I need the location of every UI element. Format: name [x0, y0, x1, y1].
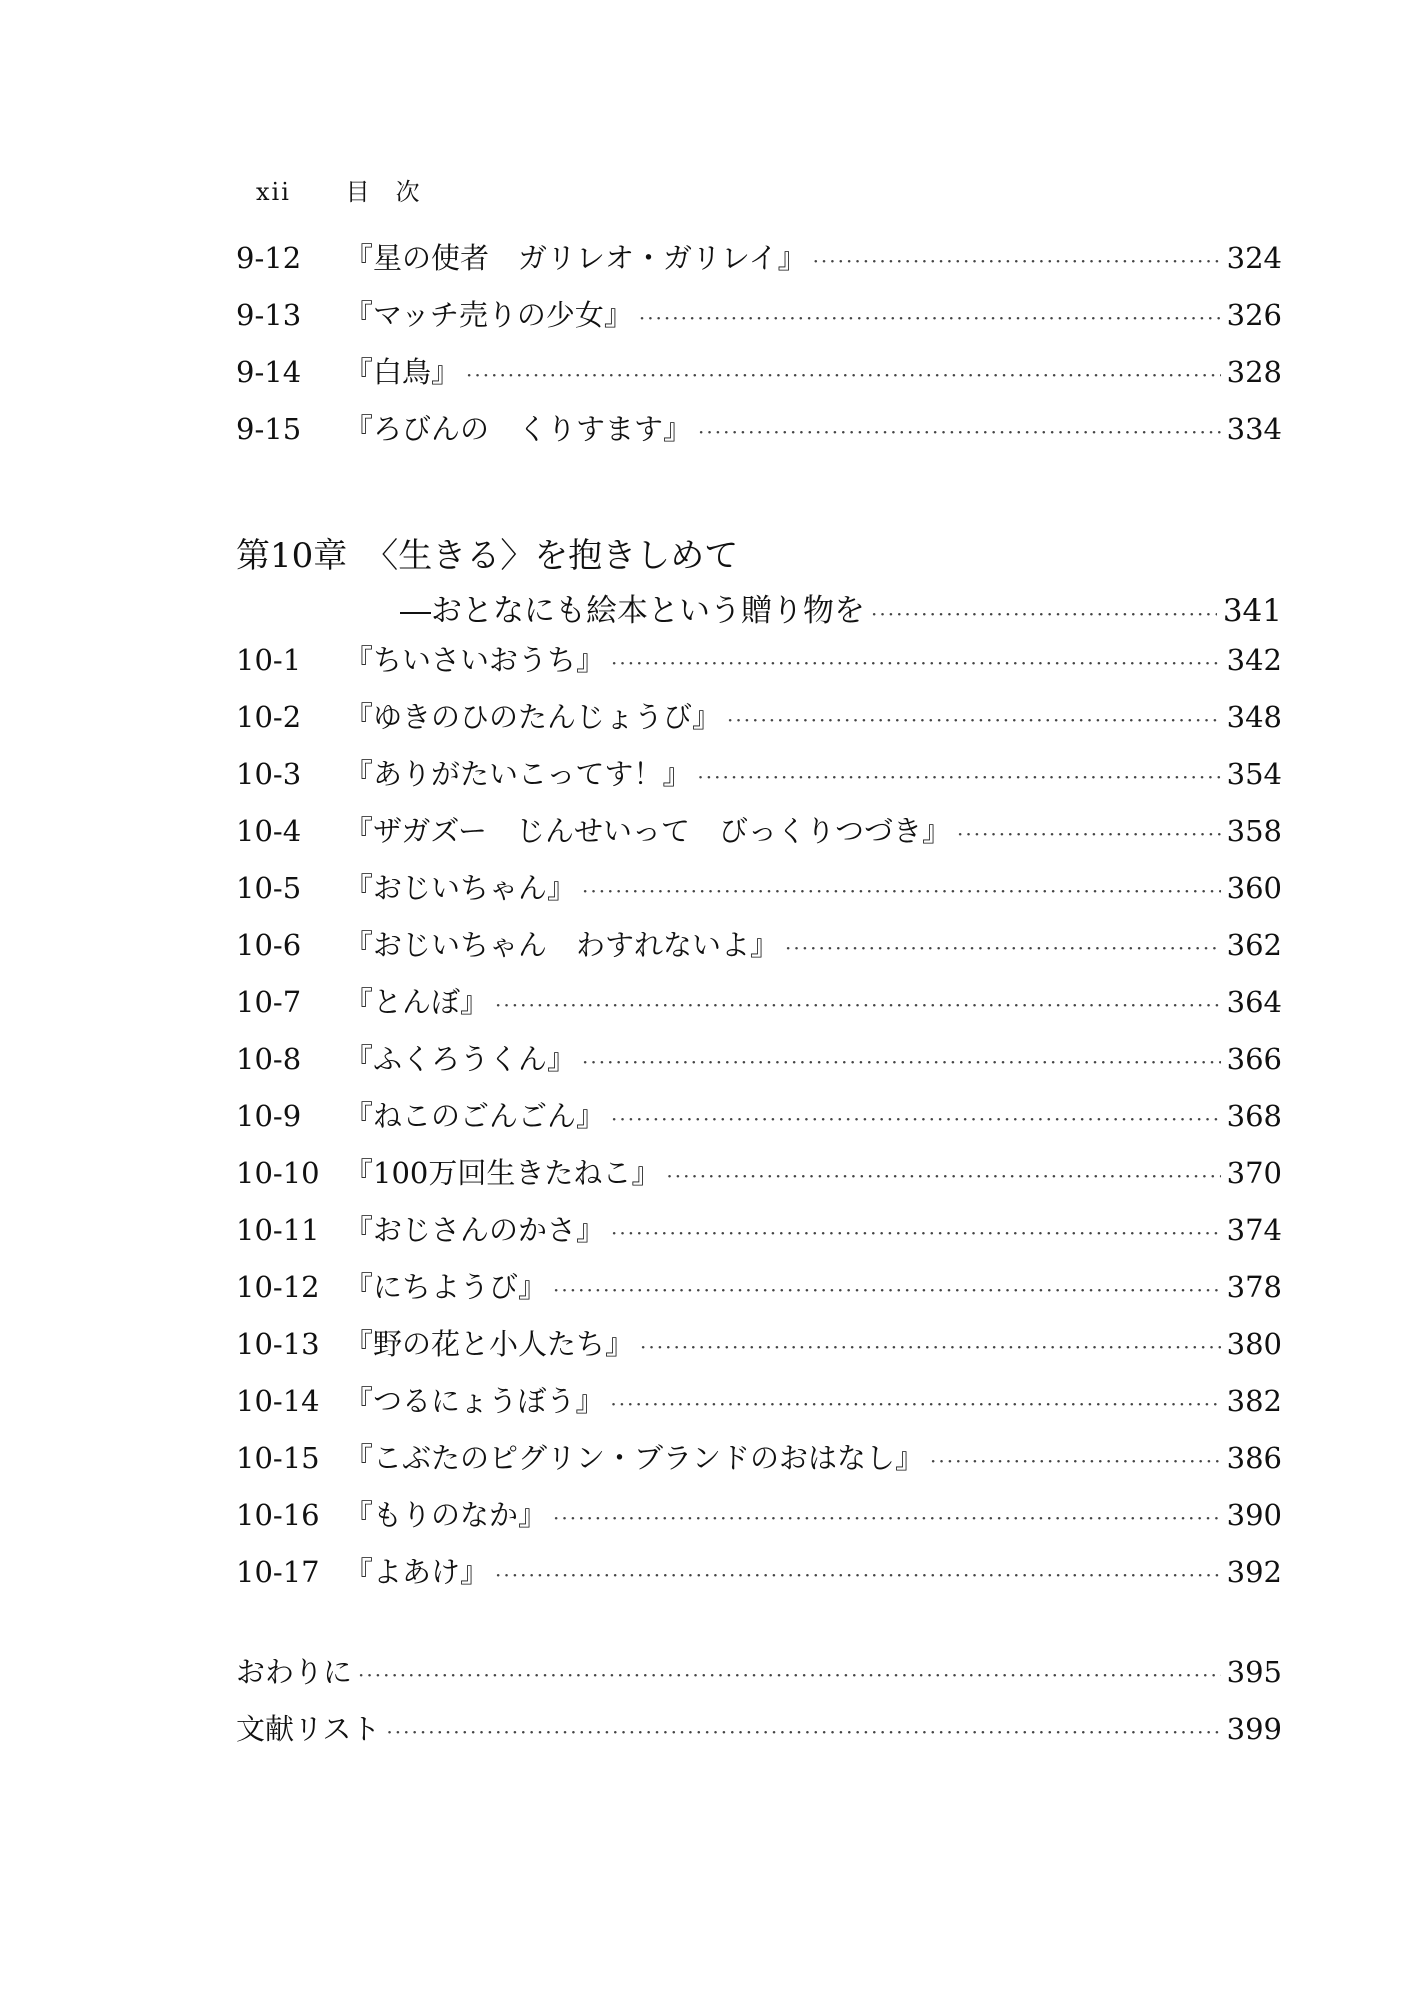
entry-number: 10-5 [236, 871, 302, 905]
toc-entry [236, 638, 1282, 695]
entry-number: 9-12 [236, 241, 302, 275]
header-title: 目次 [345, 178, 446, 206]
entry-title: 『つるにょうぼう』 [344, 1384, 605, 1418]
entry-page: 380 [1226, 1327, 1282, 1361]
entry-page: 366 [1226, 1042, 1282, 1076]
toc-entry [236, 1208, 1282, 1265]
entry-title: 『マッチ売りの少女』 [344, 298, 633, 332]
entry-page: 386 [1226, 1441, 1282, 1475]
toc-entry [236, 407, 1282, 464]
toc-entry [236, 293, 1282, 350]
dot-leader [611, 1107, 1221, 1131]
entry-title: 『ちいさいおうち』 [344, 643, 606, 677]
entry-page: 364 [1226, 985, 1282, 1019]
entry-number: 10-4 [236, 814, 302, 848]
dot-leader [813, 249, 1221, 273]
dot-leader [785, 936, 1221, 960]
entry-title: 『おじいちゃん わすれないよ』 [344, 928, 780, 962]
entry-title: 『ゆきのひのたんじょうび』 [344, 700, 722, 734]
dot-leader [495, 1563, 1221, 1587]
dot-leader [553, 1278, 1221, 1302]
entry-number: 9-13 [236, 298, 302, 332]
toc-entry [236, 923, 1282, 980]
entry-page: 334 [1226, 412, 1282, 446]
dot-leader [386, 1720, 1220, 1744]
entry-page: 392 [1226, 1555, 1282, 1589]
chapter10-subtitle-row [400, 585, 1282, 630]
entry-title: 『ねこのごんごん』 [344, 1099, 606, 1133]
entry-title: 『とんぼ』 [344, 985, 490, 1019]
toc-entry [236, 1322, 1282, 1379]
entry-number: 10-12 [236, 1270, 320, 1304]
entry-page: 342 [1226, 643, 1282, 677]
dot-leader [639, 306, 1221, 330]
entry-number: 10-16 [236, 1498, 320, 1532]
dot-leader [466, 363, 1221, 387]
chapter10-page: 341 [1222, 593, 1282, 629]
entry-page: 368 [1226, 1099, 1282, 1133]
entry-number: 9-15 [236, 412, 302, 446]
entry-title: 『ザガズー じんせいって びっくりつづき』 [344, 814, 951, 848]
toc-entry [236, 1436, 1282, 1493]
entry-page: 399 [1226, 1712, 1282, 1746]
entry-page: 382 [1226, 1384, 1282, 1418]
toc-entry [236, 695, 1282, 752]
entry-title: 文献リスト [236, 1712, 381, 1746]
entry-title: 『おじさんのかさ』 [344, 1213, 606, 1247]
entry-title: 『こぶたのピグリン・ブランドのおはなし』 [344, 1441, 925, 1475]
dot-leader [358, 1663, 1221, 1687]
running-header [256, 172, 446, 207]
entry-page: 328 [1226, 355, 1282, 389]
chapter10-title: 第10章 〈生きる〉を抱きしめて [236, 536, 739, 576]
dot-leader [930, 1449, 1221, 1473]
entry-number: 9-14 [236, 355, 302, 389]
entry-title: 『にちようび』 [344, 1270, 548, 1304]
chapter9-entry-list [236, 236, 1282, 464]
dot-leader [495, 993, 1221, 1017]
dot-leader [698, 420, 1221, 444]
entry-title: 『ろびんの くりすます』 [344, 412, 693, 446]
entry-title: 『星の使者 ガリレオ・ガリレイ』 [344, 241, 807, 275]
dot-leader [666, 1164, 1220, 1188]
dot-leader [697, 765, 1220, 789]
header-page-number: xii [256, 178, 291, 206]
entry-page: 395 [1226, 1655, 1282, 1689]
entry-page: 358 [1226, 814, 1282, 848]
entry-number: 10-13 [236, 1327, 320, 1361]
entry-page: 370 [1226, 1156, 1282, 1190]
back-matter-list [236, 1650, 1282, 1764]
dot-leader [611, 651, 1221, 675]
toc-entry [236, 809, 1282, 866]
toc-entry [236, 1650, 1282, 1707]
entry-title: 『ありがたいこってす！』 [344, 757, 692, 791]
dot-leader [727, 708, 1221, 732]
toc-entry [236, 1151, 1282, 1208]
entry-page: 390 [1226, 1498, 1282, 1532]
entry-number: 10-6 [236, 928, 302, 962]
toc-entry [236, 1037, 1282, 1094]
entry-number: 10-11 [236, 1213, 320, 1247]
toc-entry [236, 1265, 1282, 1322]
entry-title: 『白鳥』 [344, 355, 461, 389]
toc-entry [236, 866, 1282, 923]
entry-number: 10-2 [236, 700, 302, 734]
entry-title: 『100万回生きたねこ』 [344, 1156, 661, 1190]
entry-page: 360 [1226, 871, 1282, 905]
dot-leader [871, 602, 1217, 626]
entry-title: 『もりのなか』 [344, 1498, 548, 1532]
entry-number: 10-17 [236, 1555, 320, 1589]
toc-entry [236, 980, 1282, 1037]
dot-leader [640, 1335, 1221, 1359]
entry-page: 324 [1226, 241, 1282, 275]
entry-number: 10-15 [236, 1441, 320, 1475]
entry-number: 10-9 [236, 1099, 302, 1133]
chapter10-entry-list [236, 638, 1282, 1607]
dot-leader [582, 1050, 1221, 1074]
entry-page: 354 [1226, 757, 1282, 791]
entry-number: 10-10 [236, 1156, 320, 1190]
entry-page: 362 [1226, 928, 1282, 962]
toc-entry [236, 236, 1282, 293]
dot-leader [553, 1506, 1221, 1530]
dot-leader [582, 879, 1221, 903]
dot-leader [957, 822, 1221, 846]
toc-entry [236, 752, 1282, 809]
entry-title: おわりに [236, 1655, 353, 1689]
entry-title: 『野の花と小人たち』 [344, 1327, 635, 1361]
toc-entry [236, 1707, 1282, 1764]
entry-title: 『おじいちゃん』 [344, 871, 577, 905]
toc-entry [236, 1094, 1282, 1151]
toc-entry [236, 1550, 1282, 1607]
toc-entry [236, 350, 1282, 407]
entry-page: 348 [1226, 700, 1282, 734]
dot-leader [611, 1221, 1221, 1245]
chapter10-subtitle: ―おとなにも絵本という贈り物を [400, 593, 865, 629]
entry-title: 『よあけ』 [344, 1555, 490, 1589]
entry-number: 10-3 [236, 757, 302, 791]
entry-page: 374 [1226, 1213, 1282, 1247]
dot-leader [610, 1392, 1220, 1416]
entry-number: 10-8 [236, 1042, 302, 1076]
entry-page: 378 [1226, 1270, 1282, 1304]
entry-page: 326 [1226, 298, 1282, 332]
toc-entry [236, 1493, 1282, 1550]
toc-entry [236, 1379, 1282, 1436]
entry-number: 10-7 [236, 985, 302, 1019]
entry-number: 10-1 [236, 643, 302, 677]
entry-title: 『ふくろうくん』 [344, 1042, 577, 1076]
entry-number: 10-14 [236, 1384, 320, 1418]
